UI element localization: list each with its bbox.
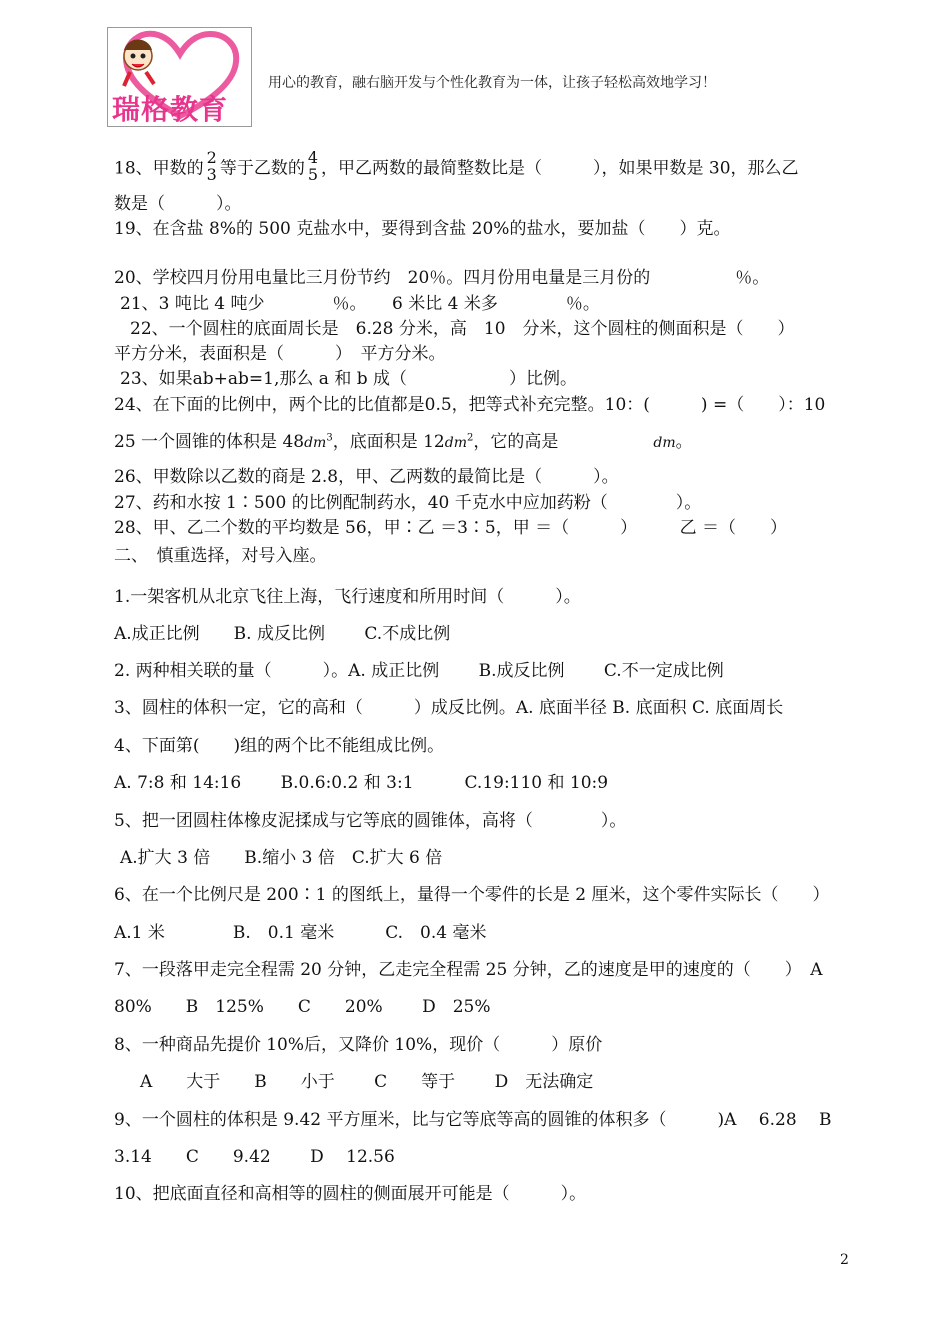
- question-27: 27、药和水按 1∶500 的比例配制药水，40 千克水中应加药粉（ ）。: [114, 493, 702, 513]
- exponent: 2: [467, 432, 474, 444]
- question-25: [114, 432, 693, 452]
- choice-3: 3、圆柱的体积一定，它的高和（ ）成反比例。A. 底面半径 B. 底面积 C. 底面周长: [114, 698, 784, 718]
- question-28: 28、甲、乙二个数的平均数是 56，甲∶乙 ＝3∶5，甲 ＝（ ） 乙 ＝（ ）: [114, 518, 788, 538]
- choice-8: 8、一种商品先提价 10%后，又降价 10%，现价（ ）原价: [114, 1035, 603, 1055]
- question-21: 21、3 吨比 4 吨少 ％。 6 米比 4 米多 ％。: [120, 294, 600, 314]
- choice-6: 6、在一个比例尺是 200∶1 的图纸上，量得一个零件的长是 2 厘米，这个零件实际长（ ）: [114, 885, 830, 905]
- header-slogan: 用心的教育，融右脑开发与个性化教育为一体，让孩子轻松高效地学习！: [268, 75, 716, 91]
- section-2-title: 二、 慎重选择，对号入座。: [114, 546, 327, 566]
- question-19: 19、在含盐 8%的 500 克盐水中，要得到含盐 20%的盐水，要加盐（ ）克。: [114, 219, 731, 239]
- q18-text-b: 等于乙数的: [219, 158, 305, 179]
- exponent: 3: [326, 432, 333, 444]
- choice-9: 9、一个圆柱的体积是 9.42 平方厘米，比与它等底等高的圆锥的体积多（ )A 6.28 B: [114, 1110, 832, 1130]
- question-22-cont: 平方分米，表面积是（ ） 平方分米。: [114, 344, 446, 364]
- choice-4: 4、下面第( )组的两个比不能组成比例。: [114, 736, 445, 756]
- q25-text-b: ，底面积是 12: [332, 432, 445, 452]
- choice-2: 2. 两种相关联的量（ ）。A. 成正比例 B.成反比例 C.不一定成比例: [114, 661, 724, 681]
- fraction-numerator: 4: [307, 148, 319, 167]
- choice-10: 10、把底面直径和高相等的圆柱的侧面展开可能是（ ）。: [114, 1184, 587, 1204]
- unit-dm: dm: [444, 435, 467, 451]
- unit-dm: dm: [304, 435, 327, 451]
- question-22: 22、一个圆柱的底面周长是 6.28 分米，高 10 分米，这个圆柱的侧面积是（ ）: [130, 319, 795, 339]
- choice-8-options: A 大于 B 小于 C 等于 D 无法确定: [140, 1072, 594, 1092]
- question-23: 23、如果ab+ab=1,那么 a 和 b 成（ ）比例。: [120, 369, 578, 389]
- choice-1-options: A.成正比例 B. 成反比例 C.不成比例: [114, 624, 451, 644]
- q25-text-a: 25 一个圆锥的体积是 48: [114, 432, 305, 452]
- fraction-4-5: [308, 150, 318, 184]
- fraction-2-3: [207, 150, 217, 184]
- question-18-cont: 数是（ ）。: [114, 194, 242, 214]
- fraction-numerator: 2: [206, 148, 217, 167]
- choice-5-options: A.扩大 3 倍 B.缩小 3 倍 C.扩大 6 倍: [120, 848, 443, 868]
- choice-5: 5、把一团圆柱体橡皮泥揉成与它等底的圆锥体，高将（ ）。: [114, 811, 627, 831]
- q18-text-c: ，甲乙两数的最简整数比是（ ），如果甲数是 30，那么乙: [321, 158, 799, 179]
- choice-4-options: A. 7:8 和 14:16 B.0.6:0.2 和 3:1 C.19:110 和 10:9: [114, 773, 609, 793]
- q25-text-d: 。: [675, 432, 693, 452]
- q18-text-a: 18、甲数的: [114, 158, 204, 179]
- unit-dm: dm: [653, 435, 676, 451]
- question-26: 26、甲数除以乙数的商是 2.8，甲、乙两数的最简比是（ ）。: [114, 467, 619, 487]
- logo-text: 瑞格教育: [112, 93, 229, 126]
- question-20: 20、学校四月份用电量比三月份节约 20％。四月份用电量是三月份的 ％。: [114, 268, 770, 288]
- choice-6-options: A.1 米 B. 0.1 毫米 C. 0.4 毫米: [114, 923, 487, 943]
- choice-7: 7、一段落甲走完全程需 20 分钟，乙走完全程需 25 分钟，乙的速度是甲的速度的（ ） A: [114, 960, 823, 980]
- logo: [107, 27, 252, 127]
- choice-7-options: 80% B 125% C 20% D 25%: [114, 997, 491, 1017]
- question-18: [114, 148, 799, 186]
- choice-1: 1.一架客机从北京飞往上海，飞行速度和所用时间（ ）。: [114, 587, 581, 607]
- fraction-denominator: 3: [206, 164, 217, 184]
- question-24: 24、在下面的比例中，两个比的比值都是0.5，把等式补充完整。10：( ) =（ ）：10: [114, 395, 826, 415]
- q25-text-c: ，它的高是: [473, 432, 559, 452]
- fraction-denominator: 5: [307, 164, 319, 184]
- page-number: 2: [840, 1252, 849, 1268]
- choice-9-options: 3.14 C 9.42 D 12.56: [114, 1147, 395, 1167]
